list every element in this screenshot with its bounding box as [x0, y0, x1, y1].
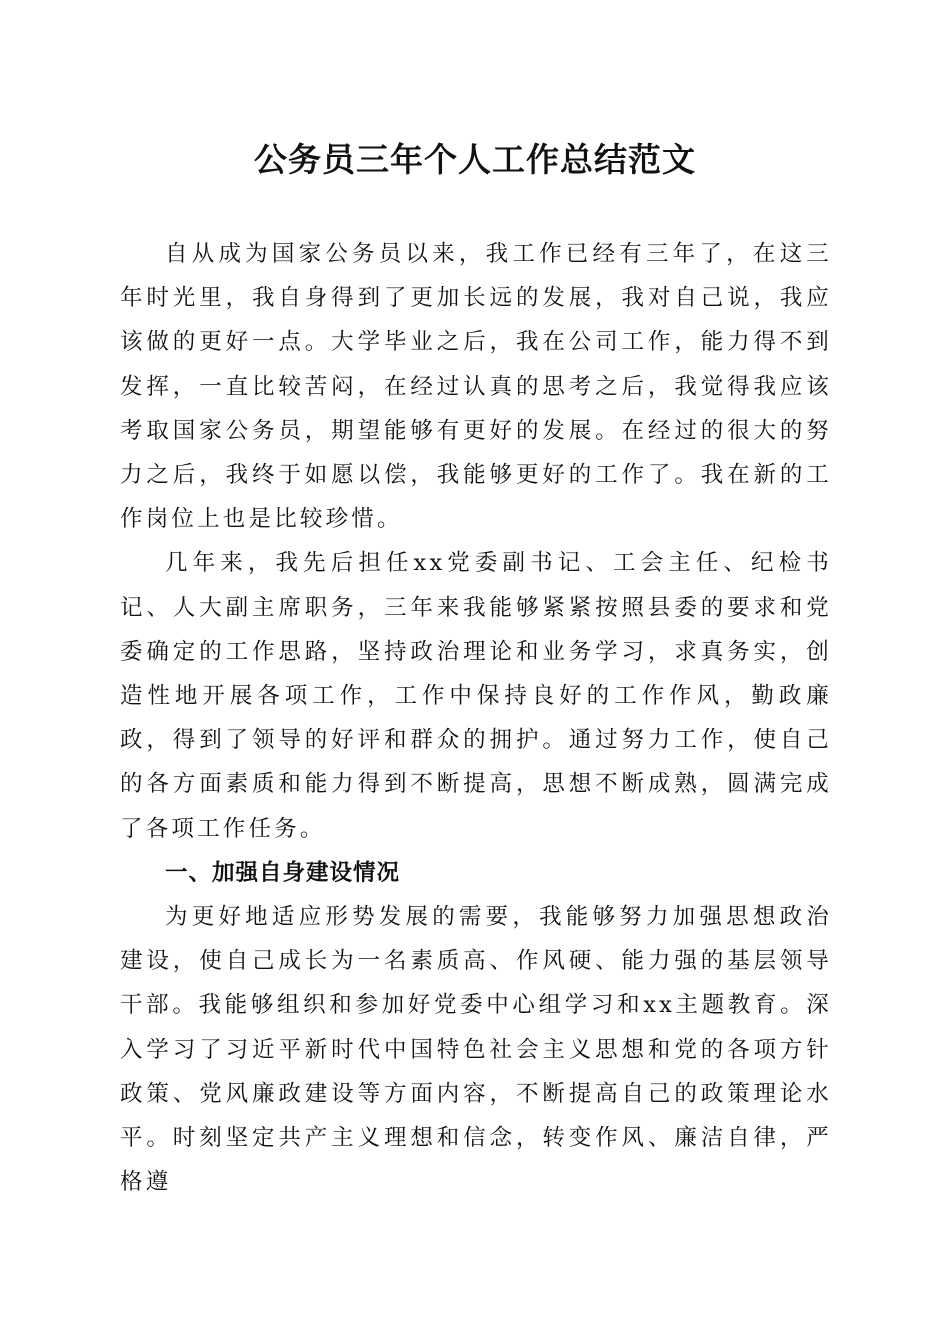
document-title: 公务员三年个人工作总结范文 [254, 140, 696, 179]
section-heading: 一、加强自身建设情况 [165, 859, 401, 886]
document-body [120, 232, 832, 1204]
paragraph-self-building: 为更好地适应形势发展的需要，我能够努力加强思想政治建设，使自己成长为一名素质高、作风硬、能力强的基层领导干部。我能够组织和参加好党委中心组学习和xx主题教育。深入学习了习近平新时代中国特色社会主义思想和党的各项方针政策、党风廉政建设等方面内容，不断提高自己的政策理论水平。时刻坚定共产主义理想和信念，转变作风、廉洁自律，严格遵 [120, 904, 832, 1196]
paragraph-intro: 自从成为国家公务员以来，我工作已经有三年了，在这三年时光里，我自身得到了更加长远的发展，我对自己说，我应该做的更好一点。大学毕业之后，我在公司工作，能力得不到发挥，一直比较苦闷，在经过认真的思考之后，我觉得我应该考取国家公务员，期望能够有更好的发展。在经过的很大的努力之后，我终于如愿以偿，我能够更好的工作了。我在新的工作岗位上也是比较珍惜。 [120, 241, 832, 533]
paragraph-positions: 几年来，我先后担任xx党委副书记、工会主任、纪检书记、人大副主席职务，三年来我能够紧紧按照县委的要求和党委确定的工作思路，坚持政治理论和业务学习，求真务实，创造性地开展各项工作，工作中保持良好的工作作风，勤政廉政，得到了领导的好评和群众的拥护。通过努力工作，使自己的各方面素质和能力得到不断提高，思想不断成熟，圆满完成了各项工作任务。 [120, 550, 832, 842]
